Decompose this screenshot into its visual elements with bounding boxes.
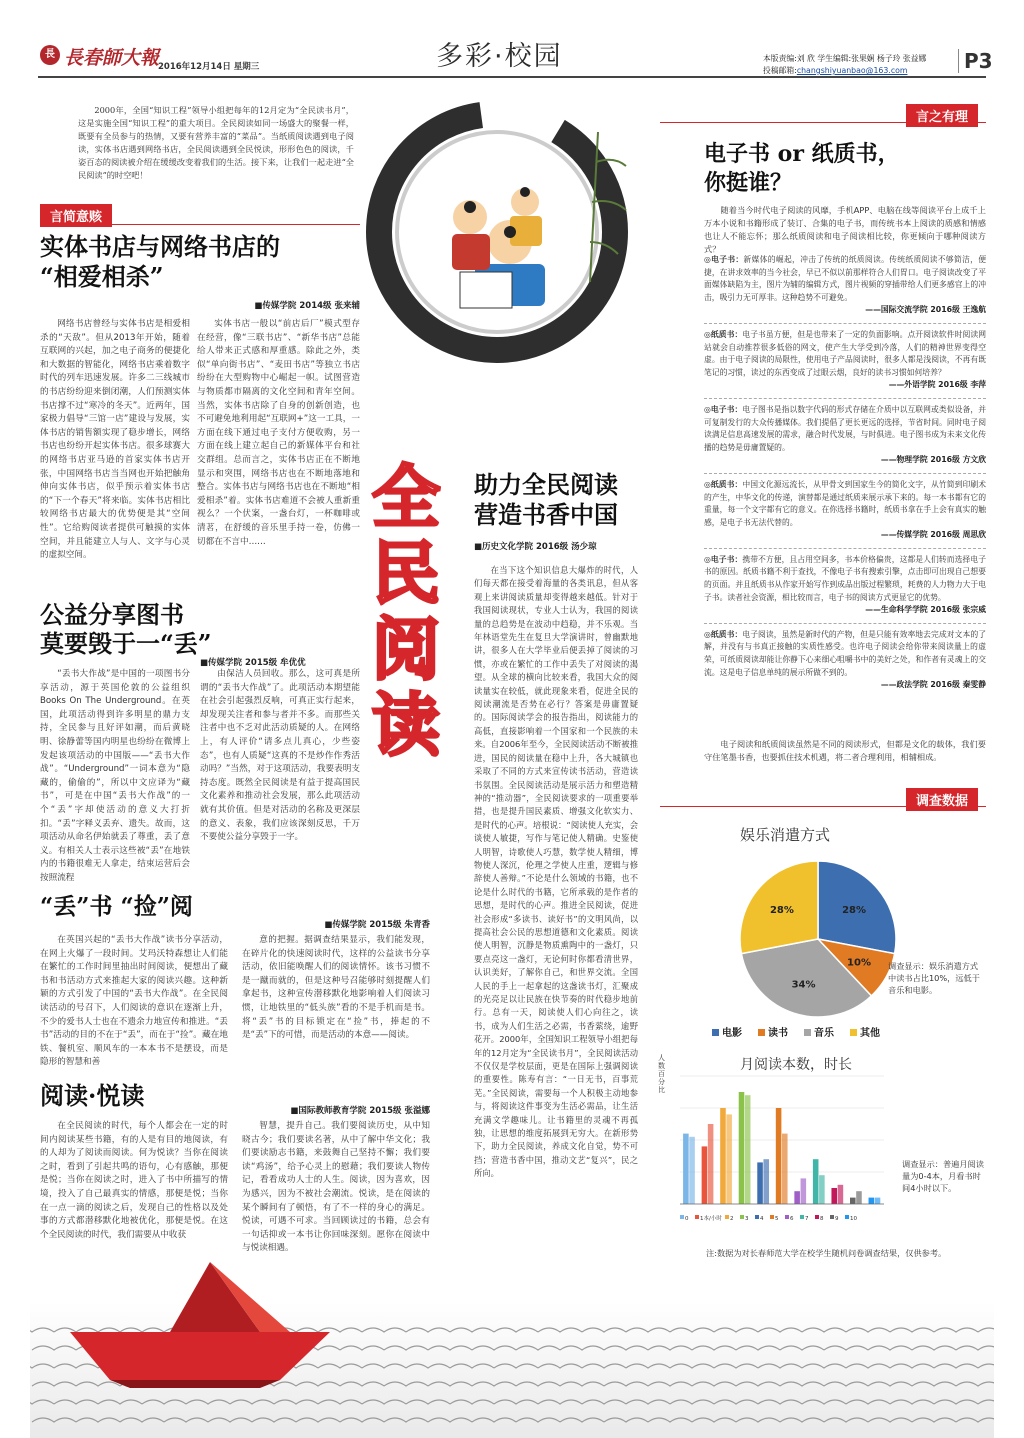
pie-legend-item: [758, 1024, 788, 1039]
opinion-signature: ——政法学院 2016级 秦雯静: [880, 680, 986, 690]
bar-阅读本数-8: [831, 1188, 837, 1204]
opinion-item: [704, 623, 986, 692]
pie-legend-item: [804, 1024, 834, 1039]
pie-chart: [718, 854, 918, 1024]
bar-时长-6: [801, 1178, 807, 1204]
opinion-signature: ——物理学院 2016级 方文欣: [880, 455, 986, 465]
bar-legend-swatch: [695, 1215, 699, 1219]
bar-legend-swatch: [680, 1215, 684, 1219]
opinion-signature: ——生命科学学院 2016级 张宗威: [865, 605, 986, 615]
bar-chart-panel: [656, 1046, 986, 1236]
page-number: P3: [958, 49, 993, 73]
article2-title-line2: 莫要毁于一“丢”: [40, 629, 212, 658]
bar-legend-swatch: [845, 1215, 849, 1219]
opinion-item: [704, 254, 986, 317]
ink-circle-illustration: [360, 92, 635, 367]
pie-label: 28%: [769, 905, 794, 917]
bar-时长-2: [726, 1114, 732, 1204]
opinion-text: [704, 254, 986, 304]
bar-note: 调查显示：普遍月阅读量为0-4本，月看书时间4小时以下。: [902, 1159, 984, 1193]
article4-title: 阅读·悦读: [40, 1081, 145, 1110]
bar-时长-5: [782, 1134, 788, 1204]
opinion-item: [704, 398, 986, 467]
article2-title: [40, 600, 212, 658]
bar-chart: [670, 1070, 890, 1230]
pie-label: 10%: [847, 957, 871, 969]
bar-阅读本数-0: [683, 1134, 689, 1204]
opinion-body: 携带不方便，且占用空间多，书本价格偏贵，这都是人们转而选择电子书的原因。纸质书籍不利于查找，不像电子书有搜索引擎，点击即可出现自己想要的页面。并且纸质书从作家开始写作到成品出版过程繁琐，耗费的人力物力大于电子书。读者社会资源，相比较而言，电子书的阅读方式更显它的优势。: [704, 554, 986, 602]
opinion-item: [704, 548, 986, 617]
pie-legend-swatch: [758, 1029, 765, 1036]
pie-legend: [712, 1024, 952, 1039]
pie-note: 调查显示：娱乐消遣方式中读书占比10%，远低于音乐和电影。: [888, 961, 980, 995]
bar-时长-7: [819, 1175, 825, 1204]
bar-时长-3: [745, 1095, 751, 1204]
bar-时长-0: [689, 1137, 695, 1204]
article2-col1: “丢书大作战”是中国的一项图书分享活动，源于英国伦敦的公益组织Books On The Underground。在英国，此项活动得到许多明星的鼎力支持，全民参与且好评如潮，而后黄晓明、徐静蕾等国内明星也纷纷在微博上发起该项活动的中国版——“丢书大作战”。“Underground”一词本意为“隐藏的，偷偷的”，所以中文应译为“藏书”，可是在中国“丢书大作战”的一个“丢”字却使活动的意义大打折扣。“丢”字释义丢弃、遗失。故而，这项活动从命名伊始就丢了尊重，丢了意义。有相关人士表示这些被“丢”在地铁内的书籍很难无人拿走，结束运营后会按照流程: [40, 669, 190, 883]
article2-col2: 由保洁人员回收。那么，这可真是所谓的“丢书大作战”了。此项活动本期望能在社会引起强烈反响，可真正实行起来，却发现关注者和参与者并不多。而那些关注者中也不乏对此活动质疑的人。在网络上，有人评价“请多点儿真心，少些姿态”，也有人质疑“这真的不是炒作作秀活动吗？”当然，对于这项活动，我要表明支持态度。既然全民阅读是有益于提高国民文化素养和推动社会发展，那么此项活动就有其价值。但是对活动的名称及更深层的意义、表象，我们应该深刻反思，千万不要使公益分享毁于一字。: [200, 669, 360, 843]
paper-logo: 長: [40, 45, 60, 65]
bar-阅读本数-7: [813, 1159, 819, 1204]
opinion-text: [704, 629, 986, 679]
article1-byline: ■传媒学院 2014级 张来辅: [254, 301, 360, 311]
debate-conclusion: 电子阅读和纸质阅读虽然是不同的阅读形式，但都是文化的载体，我们要守住笔墨书香，也要抓住技术机遇，将二者合理利用，相辅相成。: [704, 739, 986, 762]
article5-title: [474, 470, 618, 530]
article4-byline: ■国际教师教育学院 2015级 张溢娜: [290, 1106, 430, 1116]
email-address[interactable]: changshiyuanbao@163.com: [796, 66, 908, 75]
article4-col1: 在全民阅读的时代，每个人都会在一定的时间内阅读某些书籍，有的人是有目的地阅读，有的人却为了阅读而阅读。何为悦读？当你在阅读之时，看到了引起共鸣的语句，心有感触，那便是悦；当你在阅读之时，进入了书中所描写的情境，投入了自己最真实的情感，那便是悦；当你在一点一滴的阅读之后，发现自己的性格以及处事的方式都潜移默化地被优化，那便是悦。在这个全民阅读的时代，我们需要从中收获: [40, 1121, 228, 1240]
bar-legend-swatch: [830, 1215, 834, 1219]
opinion-signature: ——传媒学院 2016级 周思欣: [880, 530, 986, 540]
bar-legend-label: 4: [760, 1216, 764, 1222]
article4-col2: 智慧，提升自己。我们要阅读历史，从中知晓古今；我们要读名著，从中了解中华文化；我们要读励志书籍，来鼓舞自己坚持不懈；我们要读“鸡汤”，给予心灵上的慰藉；我们要读人物传记，看看成功人士的人生。阅读，因为喜欢，因为感兴，因为不被社会潮流。悦读，是在阅读的某个瞬间有了顿悟，有了不一样的身心的满足。悦读，可遇不可求。当回顾读过的书籍，总会有一句话抑或一本书让你回味深刻。愿你在阅读中与悦读相遇。: [242, 1121, 430, 1254]
article5-title-line1: 助力全民阅读: [474, 470, 618, 499]
bar-阅读本数-2: [720, 1108, 726, 1204]
opinion-label: ◎电子书：: [704, 404, 743, 414]
debate-intro: 随着当今时代电子阅读的风靡，手机APP、电脑在线等阅读平台上成千上万本小说和书籍形成了装订、合集的电子书，而传统书本上阅读的质感和情感也让人不能忘怀；那么纸质阅读和电子阅读相比较，你更倾向于哪种阅读方式？: [704, 205, 986, 254]
bar-legend-swatch: [785, 1215, 789, 1219]
article5-title-line2: 营造书香中国: [474, 500, 618, 529]
pie-chart-title: 娱乐消遣方式: [740, 826, 831, 844]
bar-legend-label: 6: [790, 1216, 794, 1222]
masthead-rule: [38, 76, 986, 78]
opinion-label: ◎纸质书：: [704, 479, 743, 489]
opinion-body: 中国文化源远流长，从甲骨文到国家生今的简化文字，从竹简到印刷术的产生，中华文化的传递，演替都是通过纸质来展示承下来的。每一本书都有它的重量，每一个文字都有它的意义。在你选择书籍时，纸质书拿在手上会有真实的触感，是电子书无法代替的。: [704, 479, 986, 527]
big-vertical-title: [366, 460, 446, 764]
bar-legend-swatch: [815, 1215, 819, 1219]
big-char-1: 全: [371, 458, 440, 538]
children-reading-figure: [452, 187, 545, 308]
tag-concise: 言简意赅: [40, 204, 112, 227]
bar-时长-8: [838, 1185, 844, 1204]
opinion-label: ◎纸质书：: [704, 329, 743, 339]
masthead: [0, 0, 1024, 80]
books-paper-boat-illustration: [30, 1262, 994, 1438]
bar-阅读本数-3: [739, 1092, 745, 1204]
pie-legend-label: 音乐: [814, 1028, 834, 1039]
pie-label: 28%: [842, 905, 867, 917]
bar-legend-label: 8: [820, 1216, 824, 1222]
bar-阅读本数-6: [794, 1191, 800, 1204]
bar-chart-ylabel: 人数百分比: [658, 1054, 665, 1094]
bar-阅读本数-4: [757, 1162, 763, 1204]
tag-concise-rule: [40, 224, 360, 225]
bar-legend-swatch: [725, 1215, 729, 1219]
article2-title-line1: 公益分享图书: [40, 600, 184, 629]
pie-legend-swatch: [850, 1029, 857, 1036]
opinion-body: 电子书虽方便，但是也带来了一定的负面影响。点开阅读软件时阅读网站就会自动推荐很多低俗的网文，使产生大学受到冷落，人们的精神世界变得空虚。由于电子阅读的局限性，使用电子产品阅读时，很多人都是浅阅读，不再有既笔记的习惯，读过的东西变成了过眼云烟，良好的读书习惯如何培养？: [704, 329, 986, 377]
opinion-item: [704, 323, 986, 392]
intro-text: 2000年，全国“知识工程”领导小组把每年的12月定为“全民读书月”，这是实施全国“知识工程”的重大项目。全民阅读如同一场盛大的聚餐一样，既要有全员参与的热情，又要有营养丰富的“菜品”。当纸质阅读遇到电子阅读，实体书店遇到网络书店，全民阅读遇到全民悦读，形形色色的阅读，千姿百态的阅读被介绍在缓缓改变着我们的生活。接下来，让我们一起走进“全民阅读”的时空吧！: [78, 105, 354, 180]
pie-legend-item: [850, 1024, 880, 1039]
pie-label: 34%: [791, 979, 816, 991]
bar-阅读本数-5: [776, 1108, 782, 1204]
tag-survey: 调查数据: [906, 788, 978, 811]
bar-legend-label: 9: [835, 1216, 839, 1222]
bar-legend-label: 5: [775, 1216, 779, 1222]
big-char-3: 阅: [371, 610, 440, 690]
big-char-2: 民: [371, 534, 440, 614]
email-line: [763, 65, 907, 76]
pie-chart-panel: [668, 814, 980, 1046]
article5-byline: ■历史文化学院 2016级 汤少琼: [474, 542, 597, 552]
bar-legend-swatch: [740, 1215, 744, 1219]
article1-title-line1: 实体书店与网络书店的: [40, 232, 280, 261]
opinion-label: ◎电子书：: [704, 554, 743, 564]
section-title: 多彩·校园: [436, 41, 563, 72]
bar-时长-4: [763, 1159, 769, 1204]
big-char-4: 读: [371, 686, 440, 766]
bar-legend-label: 0: [685, 1216, 689, 1222]
pie-legend-label: 电影: [722, 1028, 742, 1039]
bar-legend-swatch: [800, 1215, 804, 1219]
opinion-signature: ——国际交流学院 2016级 王逸航: [865, 305, 986, 315]
debate-title-line1: 电子书 or 纸质书，: [704, 141, 900, 167]
bar-chart-title: 月阅读本数，时长: [740, 1057, 852, 1073]
pie-legend-label: 其他: [860, 1028, 880, 1039]
bar-legend-label: 10: [850, 1216, 857, 1222]
bar-时长-9: [856, 1191, 862, 1204]
opinion-text: [704, 554, 986, 604]
article3-byline: ■传媒学院 2015级 朱青香: [324, 920, 430, 930]
article5-body: 在当下这个知识信息大爆炸的时代，人们每天都在接受着海量的各类讯息，但从客观上来讲阅读质量却变得越来越低。针对于我国阅读现状，专业人士认为，我国的阅读量的总趋势是在波动中趋稳，并不乐观。当年林语堂先生在复旦大学演讲时，曾幽默地讲，很多人在大学毕业后便丢掉了阅读的习惯，亦或在繁忙的工作中丢失了对阅读的渴望。从全球的横向比较来看，我国大众的阅读量实在较低，就此现象来看，促进全民的阅读潮流是否势在必行？答案是毋庸置疑的。国际阅读学会的报告指出，阅读能力的高低，直接影响着一个国家和一个民族的未来。自2006年至今，全民阅读活动不断被推进，国民的阅读量在稳中上升，各大城镇也采取了不同的方式来宣传读书活动，营造读书氛围。全民阅读活动是展示活力和塑造精神的“推动器”，全民阅读要求的一项重要举措，也是提升国民素质、增强文化软实力、是时代的心声。培根说：“阅读使人充实，会谈使人敏捷，写作与笔记使人精确。史鉴使人明智，诗歌使人巧慧，数学使人精细，博物使人深沉，伦理之学使人庄重，逻辑与修辞使人善辩。”不论是什么领域的书籍，也不论是什么时代的书籍，它所承载的是作者的思想，是时代的心声。推进全民阅读，促进社会形成“多读书、读好书”的文明风尚，以提高社会公民的思想道德和文化素质。阅读使人明智，沉静是物质熏陶中的一盏灯，只要点亮这一盏灯，无论何时你都看清世界，认识美好，了解你自己，和世界交流。全国人民的手上一起拿起的这盏读书灯，汇聚成的光亮足以让民族在快节奏的时代稳步地前行。总有一天，阅读使人们心向往之，读书，成为人们生活之必需，书香萦绕，逾野花开。2000年，全国知识工程领导小组把每年的12月定为“全民读书月”，全民阅读活动不仅仅是学校层面，更是在国际上强调阅读的重要性。陈寿有言：“一日无书，百事荒芜。”全民阅读，需要每一个人积极主动地参与，将阅读这件事变为生活必需品，让生活充满文学趣味儿。让书籍里的灵魂不再孤独，让思想的维度拓展到无穷大。在新形势下，助力全民阅读，养成文化自觉，势不可挡；营造书香中国，推动文艺“复兴”，民之所向。: [474, 565, 638, 1179]
debate-title: [704, 140, 900, 198]
bar-阅读本数-1本/小时: [702, 1146, 708, 1204]
opinion-text: [704, 479, 986, 529]
pie-legend-item: [712, 1024, 742, 1039]
opinion-label: ◎纸质书：: [704, 629, 743, 639]
pie-legend-label: 读书: [768, 1028, 788, 1039]
bar-legend-swatch: [755, 1215, 759, 1219]
article1-title: [40, 232, 280, 292]
opinion-body: 新媒体的崛起，冲击了传统的纸质阅读。传统纸质阅读不够简洁，便捷，在讲求效率的当今社会，早已不似以前那样符合人们胃口。电子阅读改变了平面媒体缺陷为主，图片为辅的编辑方式，图片视频的穿插带给人们更多感官上的冲击，吸引力无可厚非。这种趋势不可避免。: [704, 255, 986, 302]
article3-col1: 在英国兴起的“丢书大作战”读书分享活动，在网上火爆了一段时间。艾玛沃特森想让人们能在繁忙的工作时间里抽出时间阅读，便想出了藏书和书活动方式来推起大家的阅读兴趣。这种新颖的方式引发了中国的“丢书大作战”。在全民阅读活动的号召下，人们阅读的意识在逐渐上升，不少的爱书人士也在不遗余力地宣传和推进。“丢书”活动的目的不在于“丢”，而在于“捡”。藏在地铁、餐机室、顺风车的一本本书不是摆设，而是隐形的智慧和善: [40, 935, 228, 1068]
bar-阅读本数-10: [869, 1198, 875, 1204]
editors: 本版责编:刘 欣 学生编辑:张果娴 杨子玲 张益娜: [763, 54, 927, 63]
bar-时长-1本/小时: [708, 1124, 714, 1204]
article1-title-line2: “相爱相杀”: [40, 262, 164, 291]
opinion-signature: ——外语学院 2016级 李萍: [888, 380, 986, 390]
bar-时长-10: [875, 1198, 881, 1204]
bar-legend-label: 7: [805, 1216, 809, 1222]
debate-opinions: [704, 254, 986, 698]
article3-title: “丢”书 “捡”阅: [40, 893, 193, 920]
article1-col2: 实体书店一般以“前店后厂”模式型存在经营，像“三联书店”、“新华书店”总能给人带来正式感和厚重感。除此之外，类似“单向街书店”、“麦田书店”等独立书店纷纷在大型购物中心崛起一帜。试图营造与物质都市隔离的文化空间和青年空间。当然，实体书店除了自身的创新创造，也不可避免地利用起“互联网+”这一工具，一方面在线下通过电子支付方便收购，另一方面在线上建立起自己的新媒体平台和社交群组。总而言之，实体书店正在不断地显示和突围，网络书店也在不断地落地和整合。实体书店与网络书店也在不断地“相爱相杀”着。实体书店难道不会被人重新重视么？一个伏案，一盏台灯，一杯咖啡或清茗，在舒缓的音乐里手持一卷，仿佛一切都在不言中……: [197, 319, 360, 547]
issue-date: 2016年12月14日 星期三: [158, 62, 260, 72]
bar-legend-label: 3: [745, 1216, 749, 1222]
bar-legend-label: 1本/小时: [700, 1216, 722, 1222]
opinion-label: ◎电子书：: [704, 255, 744, 264]
opinion-text: [704, 404, 986, 454]
tag-reason: 言之有理: [906, 104, 978, 127]
bar-legend-swatch: [770, 1215, 774, 1219]
article1-col1: 网络书店曾经与实体书店是相爱相杀的“天敌”。但从2013年开始，随着互联网的兴起，加之电子商务的便捷化和大数据的智能化，网络书店乘着数字时代的列车迅速发展。许多二三线城市的书店纷纷迎来倒闭潮，人们预测实体书店撑不过“寒冷的冬天”。近两年，国家极力倡导“三馆一店”建设与发展，实体书店的销售额实现了稳步增长，网络书店也纷纷开起实体书店。很多球赛大的网络书店亚马逊的首家实体书店开张，中国网络书店当当网也开始把触角伸向实体书店，似乎预示着实体书店的“下一个春天”将来临。实体书店相比较网络书店最大的优势便是其“空间性”。它给购阅读者提供可触摸的实体空间，并且能建立人与人、文字与心灵的虚拟空间。: [40, 319, 190, 561]
pie-legend-swatch: [804, 1029, 811, 1036]
survey-footnote: 注:数据为对长春师范大学在校学生随机问卷调查结果，仅供参考。: [706, 1248, 947, 1258]
pie-legend-swatch: [712, 1029, 719, 1036]
debate-title-line2: 你挺谁？: [704, 170, 793, 196]
bar-legend-label: 2: [730, 1216, 734, 1222]
email-label: 投稿邮箱:: [763, 66, 797, 75]
opinion-body: 电子阅读，虽然是新时代的产物，但是只能有效率地去完成对文本的了解，并没有与书真正接触的实质性感受。也许电子阅读会给你带来阅读量上的虚荣，可纸质阅读却能让你静下心来细心咀嚼书中的美好之处，和作者有灵魂上的交流。这是电子信息单纯的展示所做不到的。: [704, 629, 986, 677]
bar-阅读本数-9: [850, 1198, 856, 1204]
article2-byline: ■传媒学院 2015级 牟优优: [200, 658, 306, 668]
paper-name: 長春師大報: [64, 47, 160, 69]
article3-col2: 意的把握。据调查结果显示，我们能发现，在碎片化的快速阅读时代，这样的公益读书分享活动，依旧能唤醒人们的阅读情怀。该书习惯不是一蹴而就的，但是这种号召能够时刻提醒人们拿起书，这种宣传潜移默化地影响着人们阅读习惯，让地铁里的“低头族”看的不是手机而是书。将“丢”书的目标锁定在“捡”书，捧起的不是“丢”下的可惜，而是活动的本意——阅读。: [242, 935, 430, 1041]
opinion-body: 电子图书是指以数字代码的形式存储在介质中以互联网或类似设备，并可复制发行的大众传播媒体。我们提倡了更长更远的选择，节省时间。同时电子阅读满足信息高速发展的需求，融合时代发展，与时俱进。电子图书成为未来文化传播的趋势是毋庸置疑的。: [704, 404, 986, 452]
opinion-text: [704, 329, 986, 379]
opinion-item: [704, 473, 986, 542]
